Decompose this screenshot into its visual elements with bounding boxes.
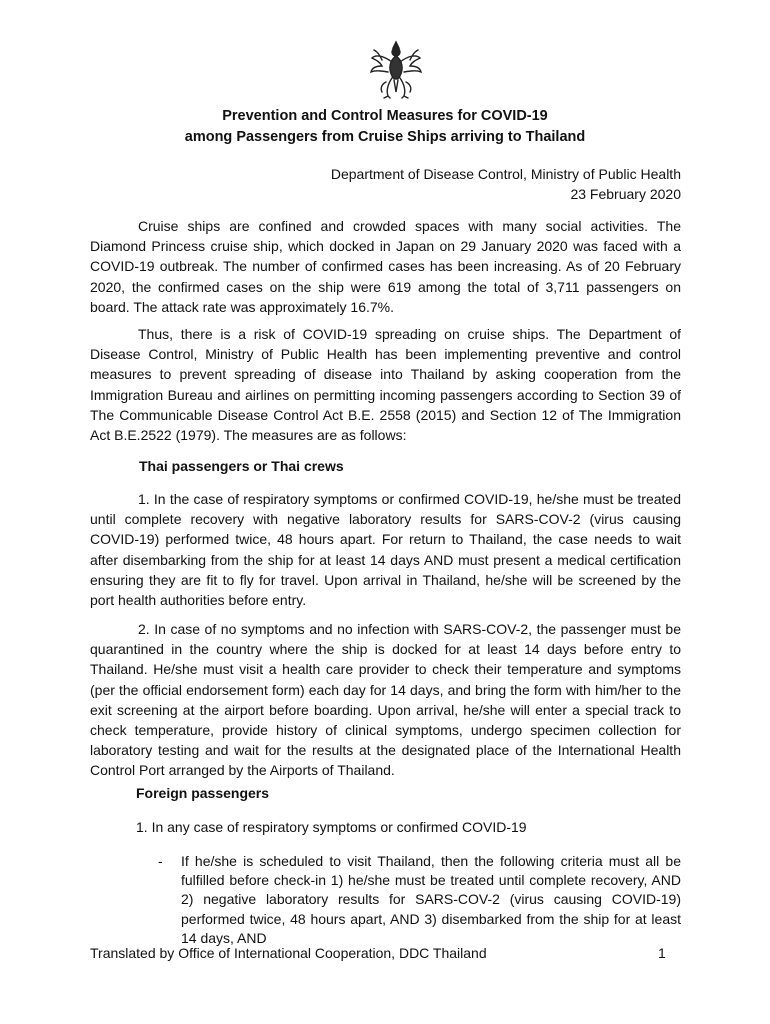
thai-measure-item-1: 1. In the case of respiratory symptoms or confirmed COVID-19, he/she must be treated until complete recovery with negative laboratory results for SARS-COV-2 (virus causing COVID-19) performed twice, 48 hours apart. For return to Thailand, the case needs to wait after disembarking from the ship for at least 14 days AND must present a medical certification ensuring they are fit to fly for travel. Upon arrival in Thailand, he/she will be screened by the port health authorities before entry. — [90, 491, 681, 609]
department-line: Department of Disease Control, Ministry of Public Health — [330, 166, 681, 182]
page-number: 1 — [658, 945, 666, 961]
section-heading-thai-passengers: Thai passengers or Thai crews — [139, 458, 344, 474]
document-title-line2: among Passengers from Cruise Ships arriving to Thailand — [184, 129, 586, 145]
footer-translation-credit: Translated by Office of International Cooperation, DDC Thailand — [90, 945, 487, 961]
document-title-line1: Prevention and Control Measures for COVID-19 — [222, 108, 548, 124]
section-heading-foreign-passengers: Foreign passengers — [136, 785, 270, 801]
garuda-emblem-icon — [366, 38, 426, 100]
measures-paragraph: Thus, there is a risk of COVID-19 spreading on cruise ships. The Department of Disease Control, Ministry of Public Health has been implementing preventive and control measures to prevent spreading of disease into Thailand by asking cooperation from the Immigration Bureau and airlines on permitting incoming passengers according to Section 39 of The Communicable Disease Control Act B.E. 2558 (2015) and Section 12 of The Immigration Act B.E.2522 (1979). The measures are as follows: — [90, 326, 681, 444]
document-date: 23 February 2020 — [570, 186, 681, 202]
foreign-measure-bullet-1: If he/she is scheduled to visit Thailand, then the following criteria must all be fulfilled before check-in 1) he/she must be treated until complete recovery, AND 2) negative laboratory results for SARS-COV-2 (virus causing COVID-19) performed twice, 48 hours apart, AND 3) disembarked from the ship for at least 14 days, AND — [181, 853, 681, 946]
thai-measure-item-2: 2. In case of no symptoms and no infection with SARS-COV-2, the passenger must be quarantined in the country where the ship is docked for at least 14 days before entry to Thailand. He/she must visit a health care provider to check their temperature and symptoms (per the official endorsement form) each day for 14 days, and bring the form with him/her to the exit screening at the airport before boarding. Upon arrival, he/she will enter a special track to check temperature, provide history of clinical symptoms, undergo specimen collection for laboratory testing and wait for the results at the designated place of the International Health Control Port arranged by the Airports of Thailand. — [90, 621, 681, 779]
foreign-measure-item-1: 1. In any case of respiratory symptoms or confirmed COVID-19 — [136, 819, 527, 835]
intro-paragraph: Cruise ships are confined and crowded spaces with many social activities. The Diamond Princess cruise ship, which docked in Japan on 29 January 2020 was faced with a COVID-19 outbreak. The number of confirmed cases has been increasing. As of 20 February 2020, the confirmed cases on the ship were 619 among the total of 3,711 passengers on board. The attack rate was approximately 16.7%. — [90, 218, 681, 315]
bullet-dash: - — [158, 853, 163, 869]
